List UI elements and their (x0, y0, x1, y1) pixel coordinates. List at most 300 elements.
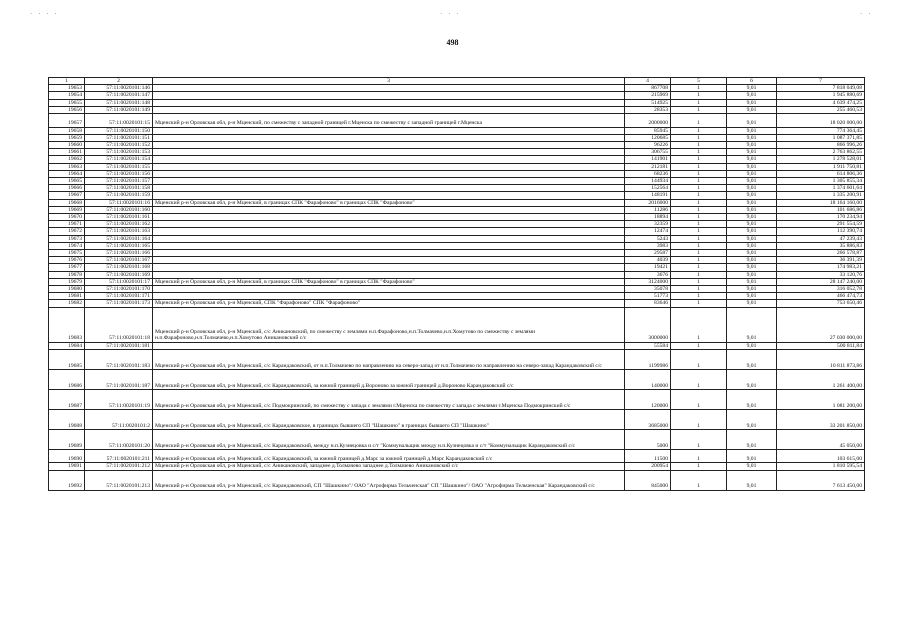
cadastral-number: 57:11:0020101:213 (85, 470, 153, 490)
area-value: 2016000 (625, 199, 671, 206)
area-value: 96226 (625, 141, 671, 148)
row-number: 19657 (49, 114, 85, 128)
cadastral-number: 57:11:0020101:152 (85, 141, 153, 148)
scan-mark-mid: · · · (440, 10, 461, 18)
location-description (153, 221, 625, 228)
location-description (153, 235, 625, 242)
table-row (49, 271, 865, 278)
cadastral-value: 28 147 240,00 (777, 278, 865, 285)
rate-value: 9,01 (727, 141, 777, 148)
location-description (153, 127, 625, 134)
rate-value: 9,01 (727, 285, 777, 292)
table-row (49, 429, 865, 449)
table-header-row (49, 78, 865, 85)
area-value: 4039 (625, 257, 671, 264)
rate-value: 9,01 (727, 429, 777, 449)
row-number: 19690 (49, 449, 85, 463)
cadastral-value: 1 335 200,91 (777, 192, 865, 199)
row-number: 19664 (49, 170, 85, 177)
cadastral-number: 57:11:0020101:151 (85, 134, 153, 141)
quantity-value: 1 (671, 177, 727, 184)
cadastral-value: 174 983,21 (777, 264, 865, 271)
cadastral-value: 500 811,84 (777, 342, 865, 349)
table-row (49, 170, 865, 177)
area-value: 306755 (625, 149, 671, 156)
row-number: 19655 (49, 99, 85, 106)
table-row (49, 369, 865, 389)
quantity-value: 1 (671, 257, 727, 264)
location-description (153, 213, 625, 220)
cadastral-value: 27 030 000,00 (777, 307, 865, 342)
location-description (153, 99, 625, 106)
rate-value: 9,01 (727, 264, 777, 271)
quantity-value: 1 (671, 235, 727, 242)
row-number: 19685 (49, 349, 85, 369)
location-description (153, 134, 625, 141)
table-row (49, 349, 865, 369)
table-row (49, 285, 865, 292)
cadastral-number: 57:11:0020101:183 (85, 349, 153, 369)
location-description: Мценский р-н Орловская обл, р-н Мценский, с/с Карандаковский, за южной границей д.Вороново за южной границей д.Вороново Карандаковский с/с (153, 369, 625, 389)
area-value: 12474 (625, 228, 671, 235)
row-number: 19662 (49, 156, 85, 163)
rate-value: 9,01 (727, 470, 777, 490)
cadastral-value: 1 087 371,85 (777, 134, 865, 141)
area-value: 514925 (625, 99, 671, 106)
quantity-value: 1 (671, 141, 727, 148)
area-value: 55584 (625, 342, 671, 349)
row-number: 19691 (49, 463, 85, 470)
cadastral-number: 57:11:0020101:156 (85, 170, 153, 177)
row-number: 19689 (49, 429, 85, 449)
table-row (49, 307, 865, 342)
cadastral-number: 57:11:0020101:181 (85, 342, 153, 349)
cadastral-value: 18 020 000,00 (777, 114, 865, 128)
quantity-value: 1 (671, 221, 727, 228)
quantity-value: 1 (671, 369, 727, 389)
table-row (49, 300, 865, 307)
row-number: 19692 (49, 470, 85, 490)
rate-value: 9,01 (727, 127, 777, 134)
rate-value: 9,01 (727, 99, 777, 106)
row-number: 19659 (49, 134, 85, 141)
location-description (153, 92, 625, 99)
quantity-value: 1 (671, 429, 727, 449)
scan-mark-left: · · · · (30, 10, 59, 18)
location-description (153, 228, 625, 235)
table-row (49, 228, 865, 235)
area-value: 29587 (625, 249, 671, 256)
table-row (49, 192, 865, 199)
table-row (49, 449, 865, 463)
area-value: 867708 (625, 85, 671, 92)
area-value: 51773 (625, 293, 671, 300)
area-value: 19421 (625, 264, 671, 271)
cadastral-number: 57:11:0020101:167 (85, 257, 153, 264)
rate-value: 9,01 (727, 409, 777, 429)
table-row (49, 177, 865, 184)
table-row (49, 156, 865, 163)
location-description (153, 206, 625, 213)
cadastral-number: 57:11:0020101:147 (85, 92, 153, 99)
table-row (49, 221, 865, 228)
row-number: 19667 (49, 192, 85, 199)
quantity-value: 1 (671, 127, 727, 134)
cadastral-number: 57:11:0020101:155 (85, 163, 153, 170)
rate-value: 9,01 (727, 85, 777, 92)
row-number: 19684 (49, 342, 85, 349)
quantity-value: 1 (671, 134, 727, 141)
cadastral-value: 614 806,36 (777, 170, 865, 177)
quantity-value: 1 (671, 271, 727, 278)
table-row (49, 127, 865, 134)
row-number: 19665 (49, 177, 85, 184)
location-description (153, 106, 625, 113)
table-row (49, 185, 865, 192)
cadastral-number: 57:11:0020101:166 (85, 249, 153, 256)
rate-value: 9,01 (727, 199, 777, 206)
col-header-7: 7 (777, 78, 865, 85)
table-row (49, 342, 865, 349)
table-row (49, 278, 865, 285)
area-value: 83646 (625, 300, 671, 307)
table-row (49, 134, 865, 141)
quantity-value: 1 (671, 114, 727, 128)
rate-value: 9,01 (727, 342, 777, 349)
row-number: 19654 (49, 92, 85, 99)
area-value: 5243 (625, 235, 671, 242)
quantity-value: 1 (671, 156, 727, 163)
rate-value: 9,01 (727, 369, 777, 389)
location-description: Мценский р-н Орловская обл, р-н Мценский, с/с Карандаковский, от н.п.Толмачево по направлению на северо-запад от н.п.Толмачево по направлению на северо-запад Карандаковский с/с (153, 349, 625, 369)
quantity-value: 1 (671, 213, 727, 220)
cadastral-value: 103 615,00 (777, 449, 865, 463)
rate-value: 9,01 (727, 170, 777, 177)
quantity-value: 1 (671, 264, 727, 271)
table-row (49, 389, 865, 409)
area-value: 5000 (625, 429, 671, 449)
table-row (49, 242, 865, 249)
area-value: 148191 (625, 192, 671, 199)
location-description (153, 293, 625, 300)
quantity-value: 1 (671, 278, 727, 285)
row-number: 19656 (49, 106, 85, 113)
area-value: 1199986 (625, 349, 671, 369)
quantity-value: 1 (671, 99, 727, 106)
table-row (49, 257, 865, 264)
cadastral-value: 1 261 400,00 (777, 369, 865, 389)
rate-value: 9,01 (727, 106, 777, 113)
rate-value: 9,01 (727, 293, 777, 300)
quantity-value: 1 (671, 449, 727, 463)
quantity-value: 1 (671, 163, 727, 170)
cadastral-value: 255 460,53 (777, 106, 865, 113)
area-value: 215969 (625, 92, 671, 99)
row-number: 19679 (49, 278, 85, 285)
cadastral-number: 57:11:0020101:15 (85, 114, 153, 128)
cadastral-number: 57:11:0020101:17 (85, 278, 153, 285)
location-description: Мценский р-н Орловская обл, р-н Мценский, с/с Аникановский, западнее д.Толмачево западнее д.Толмачево Аникановский с/с (153, 463, 625, 470)
table-row (49, 206, 865, 213)
rate-value: 9,01 (727, 307, 777, 342)
col-header-4: 4 (625, 78, 671, 85)
rate-value: 9,01 (727, 192, 777, 199)
cadastral-number: 57:11:0020101:160 (85, 206, 153, 213)
location-description (153, 249, 625, 256)
area-value: 68236 (625, 170, 671, 177)
location-description: Мценский р-н Орловская обл, р-н Мценский, с/с Подмокринский, по смежеству с запада с землями г.Мценска по смежеству с запада с землями г.Мценска Подмокринский с/с (153, 389, 625, 409)
cadastral-number: 57:11:0020101:146 (85, 85, 153, 92)
location-description (153, 271, 625, 278)
area-value: 120685 (625, 134, 671, 141)
quantity-value: 1 (671, 349, 727, 369)
cadastral-number: 57:11:0020101:2 (85, 409, 153, 429)
location-description (153, 85, 625, 92)
cadastral-number: 57:11:0020101:159 (85, 192, 153, 199)
table-row (49, 213, 865, 220)
cadastral-value: 774 364,45 (777, 127, 865, 134)
row-number: 19681 (49, 293, 85, 300)
location-description (153, 285, 625, 292)
row-number: 19674 (49, 242, 85, 249)
area-value: 32359 (625, 221, 671, 228)
cadastral-value: 266 578,87 (777, 249, 865, 256)
row-number: 19687 (49, 389, 85, 409)
row-number: 19663 (49, 163, 85, 170)
area-value: 3983 (625, 242, 671, 249)
cadastral-value: 316 052,78 (777, 285, 865, 292)
rate-value: 9,01 (727, 235, 777, 242)
cadastral-number: 57:11:0020101:161 (85, 213, 153, 220)
rate-value: 9,01 (727, 177, 777, 184)
location-description (153, 163, 625, 170)
location-description (153, 264, 625, 271)
table-row (49, 92, 865, 99)
quantity-value: 1 (671, 409, 727, 429)
cadastral-value: 866 996,26 (777, 141, 865, 148)
location-description: Мценский р-н Орловская обл, р-н Мценский, с/с Карандаковский, между н.п.Кузнецовка и с/т "Коммунальщик между н.п.Кузнецовка и с/т "Коммунальщик Карандаковский с/с (153, 429, 625, 449)
location-description (153, 156, 625, 163)
cadastral-number: 57:11:0020101:158 (85, 185, 153, 192)
col-header-5: 5 (671, 78, 727, 85)
cadastral-value: 7 613 450,00 (777, 470, 865, 490)
quantity-value: 1 (671, 463, 727, 470)
area-value: 141901 (625, 156, 671, 163)
quantity-value: 1 (671, 199, 727, 206)
cadastral-number: 57:11:0020101:211 (85, 449, 153, 463)
area-value: 11286 (625, 206, 671, 213)
rate-value: 9,01 (727, 134, 777, 141)
cadastral-number: 57:11:0020101:163 (85, 228, 153, 235)
table-row (49, 264, 865, 271)
location-description: Мценский р-н Орловская обл, р-н Мценский, с/с Карандаковский, за южной границей д.Марс за южной границей д.Марс Карандаковский с/с (153, 449, 625, 463)
area-value: 120000 (625, 389, 671, 409)
row-number: 19677 (49, 264, 85, 271)
area-value: 3676 (625, 271, 671, 278)
rate-value: 9,01 (727, 257, 777, 264)
location-description (153, 342, 625, 349)
cadastral-value: 4 639 474,25 (777, 99, 865, 106)
table-row (49, 409, 865, 429)
cadastral-value: 101 686,86 (777, 206, 865, 213)
cadastral-number: 57:11:0020101:150 (85, 127, 153, 134)
cadastral-number: 57:11:0020101:19 (85, 389, 153, 409)
location-description (153, 192, 625, 199)
cadastral-value: 1 278 528,01 (777, 156, 865, 163)
quantity-value: 1 (671, 342, 727, 349)
cadastral-number: 57:11:0020101:153 (85, 149, 153, 156)
location-description (153, 257, 625, 264)
rate-value: 9,01 (727, 149, 777, 156)
location-description (153, 141, 625, 148)
location-description (153, 185, 625, 192)
quantity-value: 1 (671, 293, 727, 300)
table-row (49, 149, 865, 156)
row-number: 19661 (49, 149, 85, 156)
table-row (49, 99, 865, 106)
location-description: Мценский р-н Орловская обл, р-н Мценский, с/с Карандаковское, в границах бывшего СП "Шашкино" в границах бывшего СП "Шашкино" (153, 409, 625, 429)
registry-table (48, 77, 865, 491)
row-number: 19669 (49, 206, 85, 213)
cadastral-value: 10 811 873,86 (777, 349, 865, 369)
cadastral-number: 57:11:0020101:187 (85, 369, 153, 389)
rate-value: 9,01 (727, 206, 777, 213)
table-row (49, 106, 865, 113)
location-description: Мценский р-н Орловская обл, р-н Мценский, в границах СПК "Фарафоново" в границах СПК "Фарафоново" (153, 278, 625, 285)
quantity-value: 1 (671, 206, 727, 213)
cadastral-number: 57:11:0020101:173 (85, 300, 153, 307)
rate-value: 9,01 (727, 278, 777, 285)
row-number: 19673 (49, 235, 85, 242)
table-row (49, 463, 865, 470)
area-value: 18894 (625, 213, 671, 220)
location-description: Мценский р-н Орловская обл, р-н Мценский, с/с Карандаковский, СП "Шашкино"/ ОАО "Агрофирма Тельченская" СП "Шашкино"/ ОАО "Агрофирма Тельченская" Карандаковский с/с (153, 470, 625, 490)
area-value: 140000 (625, 369, 671, 389)
table-row (49, 470, 865, 490)
quantity-value: 1 (671, 300, 727, 307)
col-header-2: 2 (85, 78, 153, 85)
rate-value: 9,01 (727, 228, 777, 235)
area-value: 144934 (625, 177, 671, 184)
cadastral-value: 1 911 750,81 (777, 163, 865, 170)
rate-value: 9,01 (727, 249, 777, 256)
cadastral-value: 1 374 601,64 (777, 185, 865, 192)
area-value: 85945 (625, 127, 671, 134)
rate-value: 9,01 (727, 221, 777, 228)
area-value: 200954 (625, 463, 671, 470)
cadastral-number: 57:11:0020101:148 (85, 99, 153, 106)
cadastral-value: 466 474,73 (777, 293, 865, 300)
location-description (153, 170, 625, 177)
rate-value: 9,01 (727, 163, 777, 170)
col-header-6: 6 (727, 78, 777, 85)
cadastral-value: 45 050,00 (777, 429, 865, 449)
area-value: 3000000 (625, 307, 671, 342)
cadastral-value: 170 234,94 (777, 213, 865, 220)
cadastral-number: 57:11:0020101:149 (85, 106, 153, 113)
rate-value: 9,01 (727, 271, 777, 278)
row-number: 19688 (49, 409, 85, 429)
rate-value: 9,01 (727, 242, 777, 249)
area-value: 35078 (625, 285, 671, 292)
row-number: 19683 (49, 307, 85, 342)
area-value: 11500 (625, 449, 671, 463)
cadastral-value: 1 081 200,00 (777, 389, 865, 409)
quantity-value: 1 (671, 106, 727, 113)
location-description: Мценский р-н Орловская обл, р-н Мценский, по смежеству с западной границей г.Мценска по смежеству с западной границей г.Мценска (153, 114, 625, 128)
quantity-value: 1 (671, 185, 727, 192)
cadastral-number: 57:11:0020101:169 (85, 271, 153, 278)
rate-value: 9,01 (727, 92, 777, 99)
location-description: Мценский р-н Орловская обл, р-н Мценский, в границах СПК "Фарафоново" в границах СПК "Фарафоново" (153, 199, 625, 206)
location-description: Мценский р-н Орловская обл, р-н Мценский, СПК "Фарафоново" СПК "Фарафоново" (153, 300, 625, 307)
rate-value: 9,01 (727, 213, 777, 220)
area-value: 845000 (625, 470, 671, 490)
table-row (49, 85, 865, 92)
row-number: 19666 (49, 185, 85, 192)
row-number: 19680 (49, 285, 85, 292)
quantity-value: 1 (671, 85, 727, 92)
table-row (49, 235, 865, 242)
cadastral-number: 57:11:0020101:212 (85, 463, 153, 470)
row-number: 19676 (49, 257, 85, 264)
rate-value: 9,01 (727, 449, 777, 463)
rate-value: 9,01 (727, 185, 777, 192)
rate-value: 9,01 (727, 389, 777, 409)
cadastral-value: 18 164 160,00 (777, 199, 865, 206)
rate-value: 9,01 (727, 114, 777, 128)
cadastral-value: 35 886,83 (777, 242, 865, 249)
cadastral-value: 47 239,43 (777, 235, 865, 242)
quantity-value: 1 (671, 470, 727, 490)
area-value: 3124000 (625, 278, 671, 285)
cadastral-value: 291 554,59 (777, 221, 865, 228)
cadastral-number: 57:11:0020101:165 (85, 242, 153, 249)
quantity-value: 1 (671, 285, 727, 292)
cadastral-value: 112 390,74 (777, 228, 865, 235)
cadastral-number: 57:11:0020101:154 (85, 156, 153, 163)
table-row (49, 114, 865, 128)
location-description (153, 242, 625, 249)
area-value: 212181 (625, 163, 671, 170)
cadastral-number: 57:11:0020101:164 (85, 235, 153, 242)
table-row (49, 293, 865, 300)
row-number: 19668 (49, 199, 85, 206)
quantity-value: 1 (671, 170, 727, 177)
row-number: 19672 (49, 228, 85, 235)
rate-value: 9,01 (727, 349, 777, 369)
cadastral-number: 57:11:0020101:20 (85, 429, 153, 449)
location-description: Мценский р-н Орловская обл, р-н Мценский, с/с Аникановский, по смежеству с землями н.п.Фарафоново,н.п.Толмачево,н.п.Хомутово по смежеству с землями н.п.Фарафоново,н.п.Толмачево,н.п.Хомутово Аникановский с/с (153, 307, 625, 342)
row-number: 19671 (49, 221, 85, 228)
page-number: 498 (446, 38, 459, 47)
cadastral-value: 1 810 595,54 (777, 463, 865, 470)
cadastral-number: 57:11:0020101:168 (85, 264, 153, 271)
table-body (49, 85, 865, 490)
quantity-value: 1 (671, 149, 727, 156)
row-number: 19686 (49, 369, 85, 389)
cadastral-value: 33 201 850,00 (777, 409, 865, 429)
row-number: 19678 (49, 271, 85, 278)
cadastral-number: 57:11:0020101:18 (85, 307, 153, 342)
quantity-value: 1 (671, 92, 727, 99)
area-value: 28353 (625, 106, 671, 113)
table-row (49, 249, 865, 256)
cadastral-value: 36 391,39 (777, 257, 865, 264)
cadastral-value: 7 818 049,08 (777, 85, 865, 92)
quantity-value: 1 (671, 389, 727, 409)
area-value: 2000000 (625, 114, 671, 128)
